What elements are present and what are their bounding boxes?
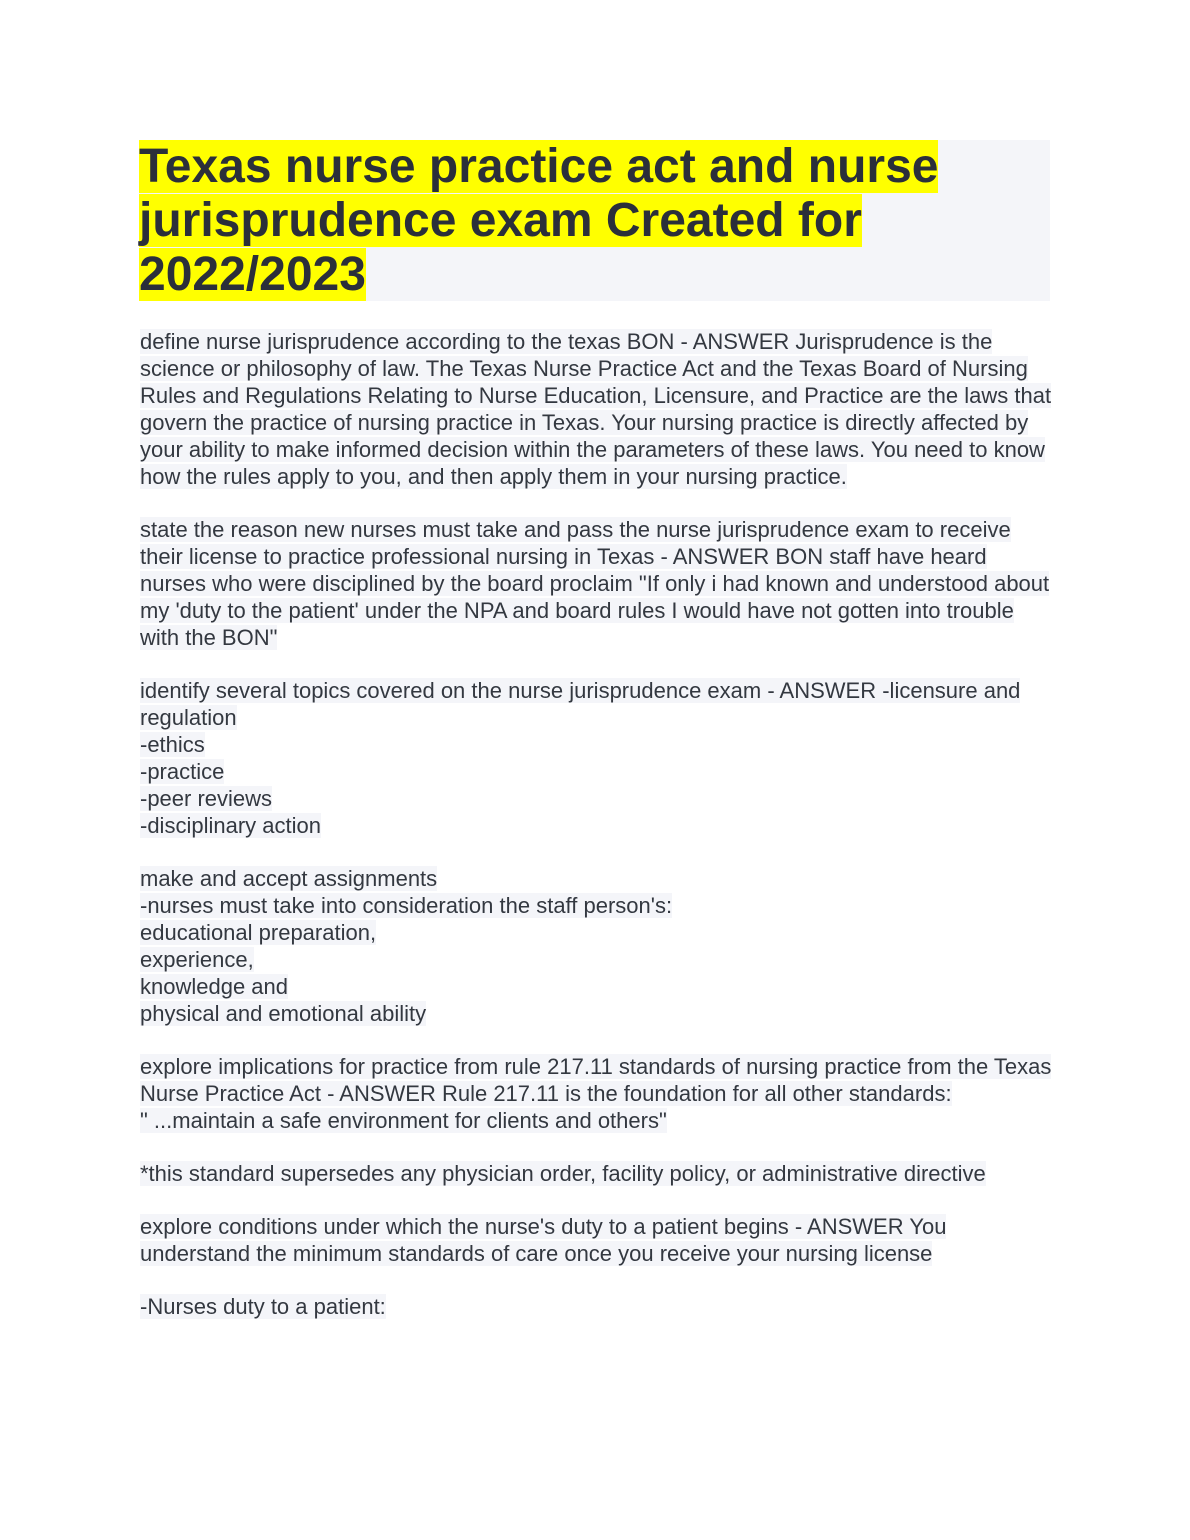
qa-block-3-text: identify several topics covered on the nurse jurisprudence exam - ANSWER -licensure and regulation — [140, 678, 1021, 730]
list-item: experience, — [140, 947, 254, 972]
qa-block-3-lead — [140, 677, 1055, 731]
qa-block-6-text: *this standard supersedes any physician order, facility policy, or administrative directive — [140, 1161, 986, 1186]
list-item: -ethics — [140, 732, 205, 757]
qa-block-1 — [140, 328, 1055, 490]
document-title-text: Texas nurse practice act and nurse jurisprudence exam Created for 2022/2023 — [139, 140, 939, 301]
list-item: physical and emotional ability — [140, 1001, 427, 1026]
list-item: knowledge and — [140, 974, 289, 999]
title-block — [139, 140, 1050, 301]
qa-block-5-text: explore implications for practice from rule 217.11 standards of nursing practice from the Texas Nurse Practice Act - ANSWER Rule 217.11 is the foundation for all other standards: — [140, 1054, 1052, 1106]
qa-block-2-text: state the reason new nurses must take and pass the nurse jurisprudence exam to receive their license to practice professional nursing in Texas - ANSWER BON staff have heard nurses who were disciplined by the board proclaim "If only i had known and understood about my 'duty to the patient' under the NPA and board rules I would have not gotten into trouble with the BON" — [140, 517, 1050, 650]
list-item: -peer reviews — [140, 786, 273, 811]
list-item: educational preparation, — [140, 920, 377, 945]
qa-block-3 — [140, 677, 1055, 839]
qa-block-4 — [140, 865, 1055, 1027]
qa-block-5 — [140, 1053, 1055, 1134]
qa-block-7 — [140, 1213, 1055, 1267]
qa-block-2 — [140, 516, 1055, 651]
document-body — [140, 328, 1055, 1346]
list-item: -practice — [140, 759, 225, 784]
qa-block-5-lead — [140, 1053, 1055, 1107]
qa-block-7-text: explore conditions under which the nurse's duty to a patient begins - ANSWER You understand the minimum standards of care once you receive your nursing license — [140, 1214, 947, 1266]
qa-block-1-text: define nurse jurisprudence according to the texas BON - ANSWER Jurisprudence is the science or philosophy of law. The Texas Nurse Practice Act and the Texas Board of Nursing Rules and Regulations Relating to Nurse Education, Licensure, and Practice are the laws that govern the practice of nursing practice in Texas. Your nursing practice is directly affected by your ability to make informed decision within the parameters of these laws. You need to know how the rules apply to you, and then apply them in your nursing practice. — [140, 329, 1052, 489]
document-title — [139, 140, 1050, 302]
quote-line: " ...maintain a safe environment for clients and others" — [140, 1108, 667, 1133]
list-item: -nurses must take into consideration the staff person's: — [140, 893, 673, 918]
list-item: make and accept assignments — [140, 866, 438, 891]
qa-block-8 — [140, 1293, 1055, 1320]
qa-block-8-text: -Nurses duty to a patient: — [140, 1294, 386, 1319]
list-item: -disciplinary action — [140, 813, 321, 838]
qa-block-6 — [140, 1160, 1055, 1187]
